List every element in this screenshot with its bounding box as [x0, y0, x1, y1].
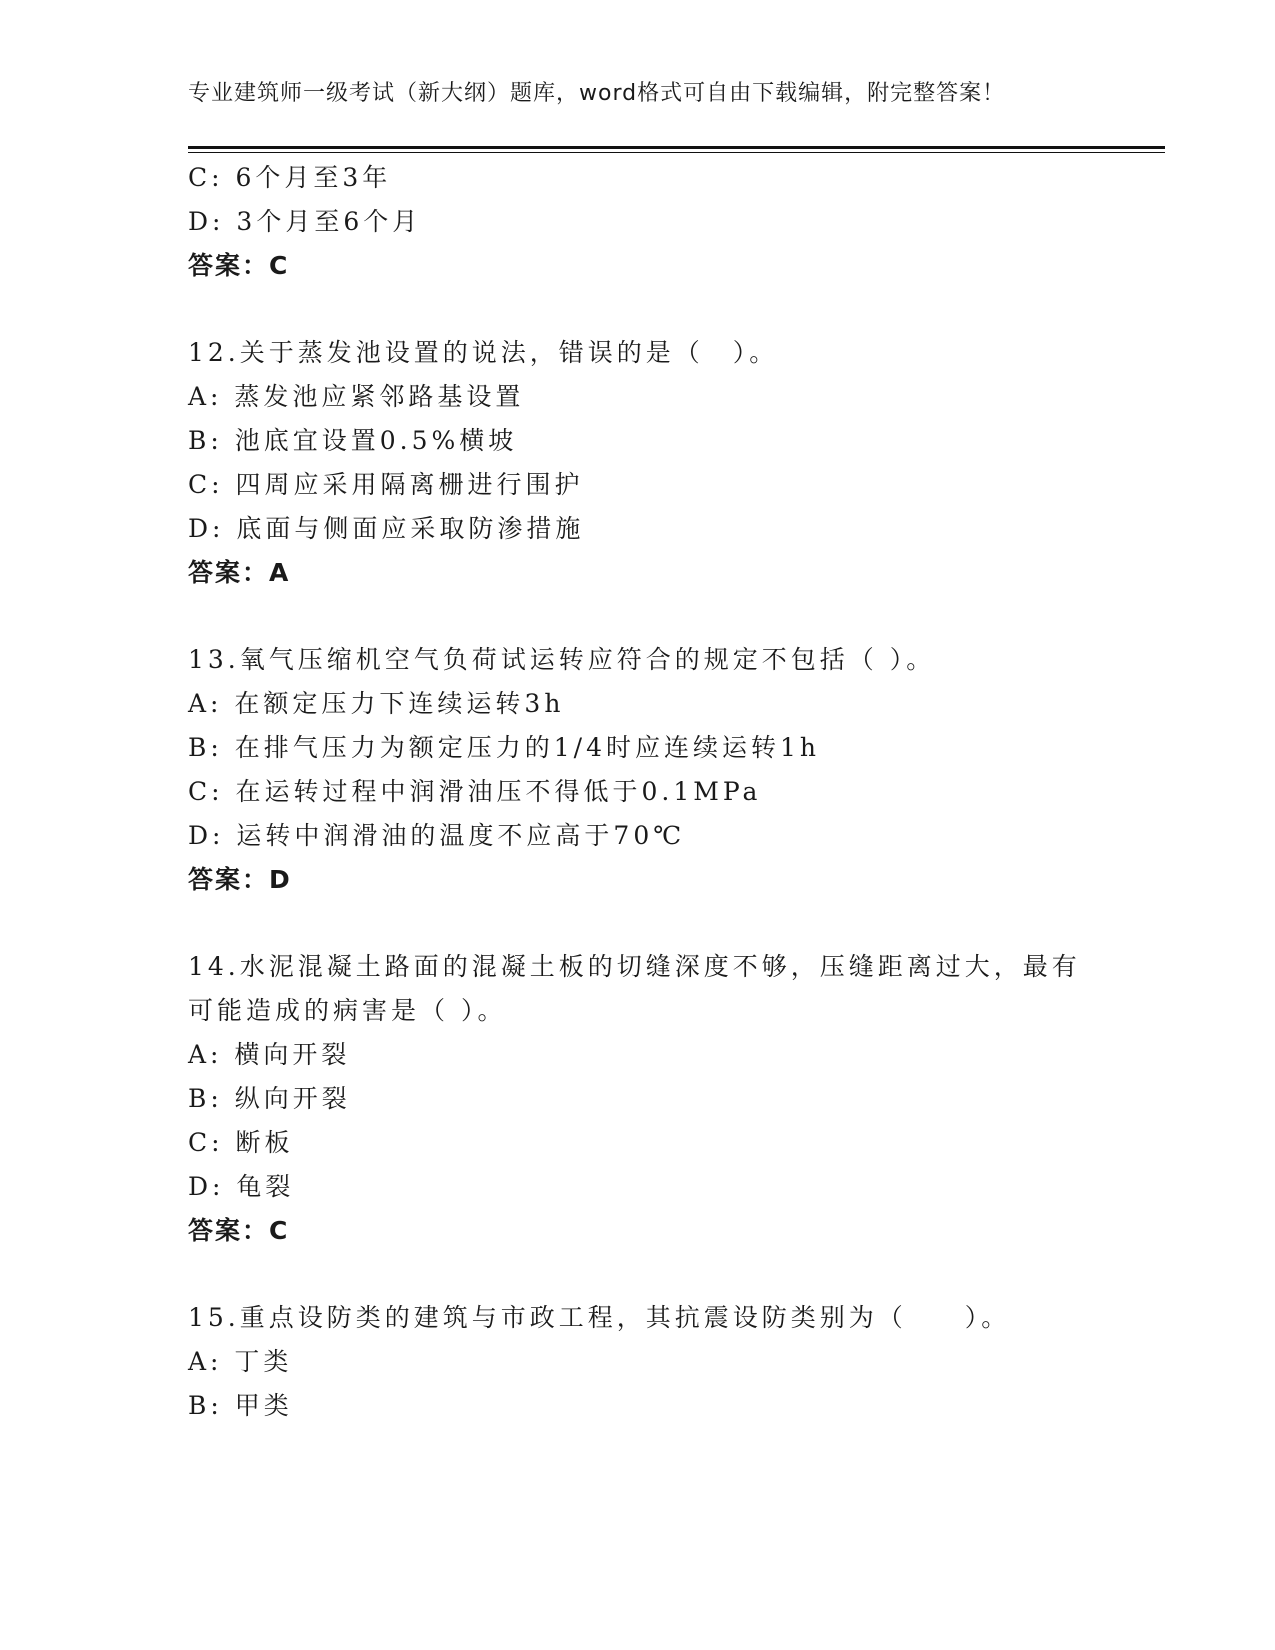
header-rule-thick — [188, 146, 1165, 149]
option-a: A: 横向开裂 — [188, 1040, 351, 1069]
option-b: B: 甲类 — [188, 1391, 293, 1420]
option-c: C: 6个月至3年 — [188, 163, 392, 192]
option-c: C: 在运转过程中润滑油压不得低于0.1MPa — [188, 777, 762, 806]
question-stem: 15.重点设防类的建筑与市政工程，其抗震设防类别为（ ）。 — [188, 1303, 1011, 1332]
answer: 答案：D — [188, 865, 292, 894]
option-b: B: 纵向开裂 — [188, 1084, 351, 1113]
answer: 答案：A — [188, 558, 291, 587]
question-stem: 14.水泥混凝土路面的混凝土板的切缝深度不够，压缝距离过大，最有 — [188, 952, 1081, 981]
answer: 答案：C — [188, 1216, 290, 1245]
option-d: D: 底面与侧面应采取防渗措施 — [188, 514, 585, 543]
option-a: A: 丁类 — [188, 1347, 293, 1376]
option-c: C: 断板 — [188, 1128, 294, 1157]
option-d: D: 3个月至6个月 — [188, 207, 422, 236]
question-stem: 13.氧气压缩机空气负荷试运转应符合的规定不包括（ ）。 — [188, 645, 936, 674]
option-d: D: 龟裂 — [188, 1172, 295, 1201]
option-a: A: 在额定压力下连续运转3h — [188, 689, 565, 718]
question-stem-continued: 可能造成的病害是（ ）。 — [188, 996, 507, 1025]
option-d: D: 运转中润滑油的温度不应高于70℃ — [188, 821, 686, 850]
page-header: 专业建筑师一级考试（新大纲）题库，word格式可自由下载编辑，附完整答案！ — [188, 81, 1006, 106]
header-rule-thin — [188, 152, 1165, 153]
answer: 答案：C — [188, 251, 290, 280]
question-stem: 12.关于蒸发池设置的说法，错误的是（ ）。 — [188, 338, 779, 367]
option-c: C: 四周应采用隔离栅进行围护 — [188, 470, 584, 499]
option-a: A: 蒸发池应紧邻路基设置 — [188, 382, 525, 411]
option-b: B: 在排气压力为额定压力的1/4时应连续运转1h — [188, 733, 820, 762]
option-b: B: 池底宜设置0.5%横坡 — [188, 426, 518, 455]
